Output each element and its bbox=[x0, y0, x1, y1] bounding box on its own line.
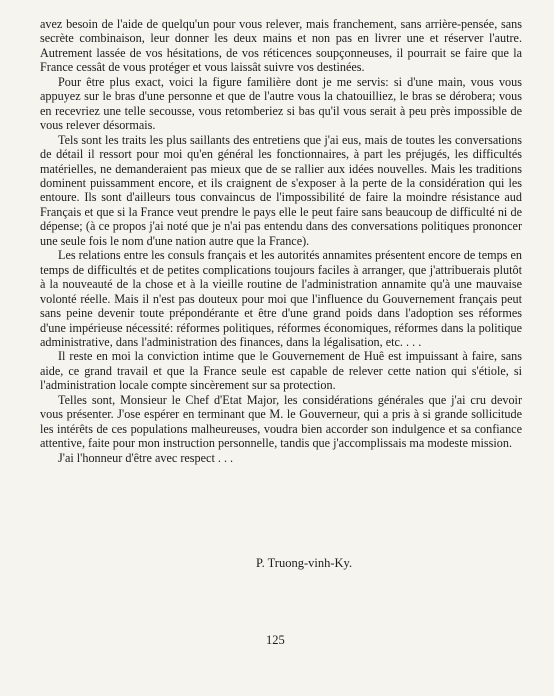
paragraph-figure: Pour être plus exact, voici la figure familière dont je me servis: si d'une main, vous vous appuyez sur le bras d'une personne et que de l'autre vous la chatouilliez, le bras se dérobera; vous en recevriez une telle secousse, vous retomberiez si bas qu'il vous serait à peu près impossible de vous relever désormais. bbox=[40, 74, 522, 133]
paragraph-conviction: Il reste en moi la conviction intime que le Gouvernement de Huê est impuissant à faire, sans aide, ce grand travail et que la France seule est capable de relever cette nation qui s'étiole, si l'administration locale compte sincèrement sur sa protection. bbox=[40, 349, 522, 393]
body-text bbox=[40, 17, 522, 465]
closing-salutation: J'ai l'honneur d'être avec respect . . . bbox=[58, 450, 234, 465]
page-number: 125 bbox=[266, 633, 285, 647]
paragraph-continuation: avez besoin de l'aide de quelqu'un pour vous relever, mais franchement, sans arrière-pensée, sans secrète combinaison, leur donner les deux mains et non pas en livrer une et réserver l'autre. Autrement lassée de vos hésitations, de vos réticences soupçonneuses, il pourrait se faire que la France cessât de vous protéger et vous laissât suivre vos destinées. bbox=[40, 17, 522, 75]
paragraph-conclusion: Telles sont, Monsieur le Chef d'Etat Major, les considérations générales que j'ai cru devoir vous présenter. J'ose espérer en terminant que M. le Gouverneur, qui a pris à si grande sollicitude les intérêts de ces populations malheureuses, voudra bien accorder son indulgence et sa confiance attentive, faite pour mon instruction personnelle, tandis que j'accomplissais ma modeste mission. bbox=[40, 392, 522, 451]
paragraph-relations: Les relations entre les consuls français et les autorités annamites présentent encore de temps en temps de difficultés et de petites complications toujours faciles à arranger, que j'attribuerais plutôt à la nouveauté de la chose et à la vieille routine de l'administration annamite qu'à une mauvaise volonté réelle. Mais il n'est pas douteux pour moi que l'influence du Gouvernement français peut sans peine devenir toute prépondérante et être d'une grand poids dans l'adoption ses réformes d'une impérieuse nécessité: réformes politiques, réformes économiques, réformes dans la politique administrative, dans l'administration des finances, dans la légalisation, etc. . . . bbox=[40, 248, 522, 349]
signature: P. Truong-vinh-Ky. bbox=[256, 556, 353, 570]
paragraph-entretiens: Tels sont les traits les plus saillants des entretiens que j'ai eus, mais de toutes les conversations de détail il ressort pour moi qu'en général les fonctionnaires, à part les préjugés, les difficultés matérielles, ne demanderaient pas mieux que de se rallier aux idées nouvelles. Mais les traditions dominent puissamment encore, et ils craignent de s'exposer à la perte de la considération qui les entoure. Ils sont d'ailleurs tous convaincus de l'impossibilité de faire la moindre résistance aud Français et que si la France veut prendre le pays elle le peut faire sans beaucoup de difficulté ni de dépense; (à ce propos j'ai noté que je n'ai pas entendu dans des conversations politiques prononcer une seule fois le nom d'une nation autre que la France). bbox=[40, 132, 522, 248]
